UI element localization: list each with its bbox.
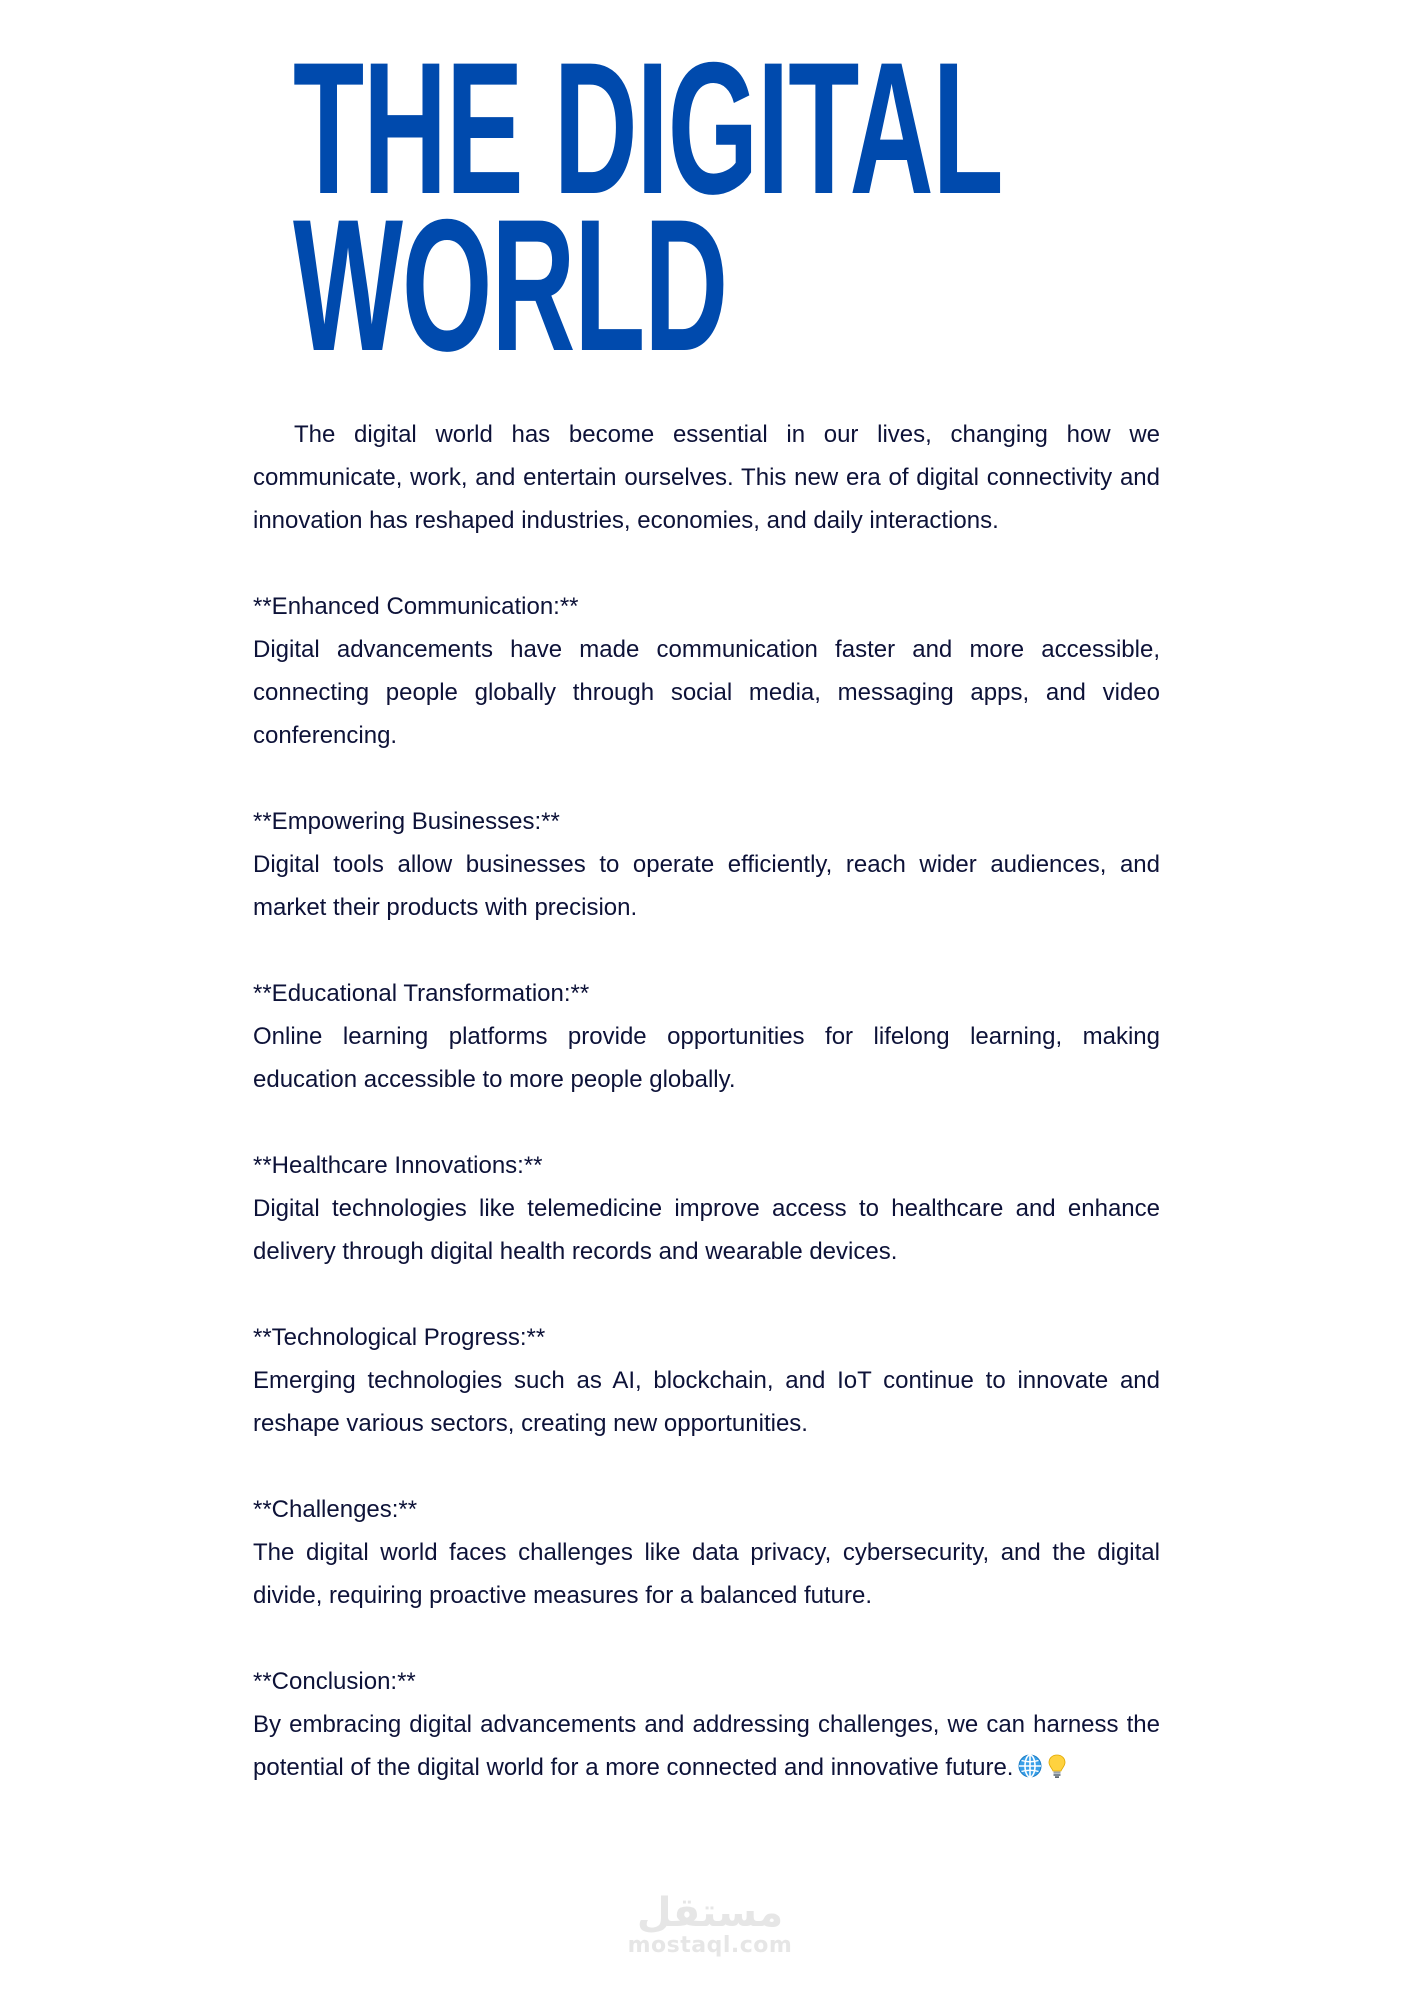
- section-heading: **Challenges:**: [253, 1496, 418, 1523]
- watermark-logo: [620, 1890, 800, 1959]
- section-educational-transformation: [253, 972, 1160, 1101]
- section-text: Digital tools allow businesses to operate efficiently, reach wider audiences, and market their products with precision.: [253, 851, 1160, 921]
- section-text: [253, 1703, 1160, 1789]
- section-heading: **Enhanced Communication:**: [253, 593, 579, 620]
- section-heading: **Conclusion:**: [253, 1668, 416, 1695]
- section-challenges: [253, 1488, 1160, 1617]
- section-conclusion: [253, 1660, 1160, 1789]
- section-text: Digital advancements have made communication faster and more accessible, connecting people globally through social media, messaging apps, and video conferencing.: [253, 636, 1160, 749]
- title-line-2: WORLD: [293, 180, 728, 390]
- page-title: [293, 23, 1003, 390]
- watermark-latin: mostaql.com: [627, 1933, 793, 1958]
- lightbulb-icon: [1044, 1753, 1070, 1779]
- section-heading: **Educational Transformation:**: [253, 980, 590, 1007]
- title-line-1: THE DIGITAL: [293, 23, 1003, 233]
- globe-icon: [1017, 1753, 1043, 1779]
- article-body: [253, 413, 1160, 1789]
- watermark-arabic: مستقل: [636, 1890, 784, 1936]
- section-text: Emerging technologies such as AI, blockchain, and IoT continue to innovate and reshape various sectors, creating new opportunities.: [253, 1367, 1160, 1437]
- conclusion-text: By embracing digital advancements and addressing challenges, we can harness the potential of the digital world for a more connected and innovative future.: [253, 1711, 1160, 1781]
- section-empowering-businesses: [253, 800, 1160, 929]
- section-text: The digital world faces challenges like data privacy, cybersecurity, and the digital divide, requiring proactive measures for a balanced future.: [253, 1539, 1160, 1609]
- section-healthcare-innovations: [253, 1144, 1160, 1273]
- section-heading: **Empowering Businesses:**: [253, 808, 560, 835]
- section-technological-progress: [253, 1316, 1160, 1445]
- section-heading: **Technological Progress:**: [253, 1324, 546, 1351]
- section-text: Online learning platforms provide opportunities for lifelong learning, making education accessible to more people globally.: [253, 1023, 1160, 1093]
- section-text: Digital technologies like telemedicine improve access to healthcare and enhance delivery through digital health records and wearable devices.: [253, 1195, 1160, 1265]
- section-heading: **Healthcare Innovations:**: [253, 1152, 543, 1179]
- section-enhanced-communication: [253, 585, 1160, 757]
- intro-paragraph: The digital world has become essential in our lives, changing how we communicate, work, and entertain ourselves. This new era of digital connectivity and innovation has reshaped industries, economies, and daily interactions.: [253, 421, 1160, 534]
